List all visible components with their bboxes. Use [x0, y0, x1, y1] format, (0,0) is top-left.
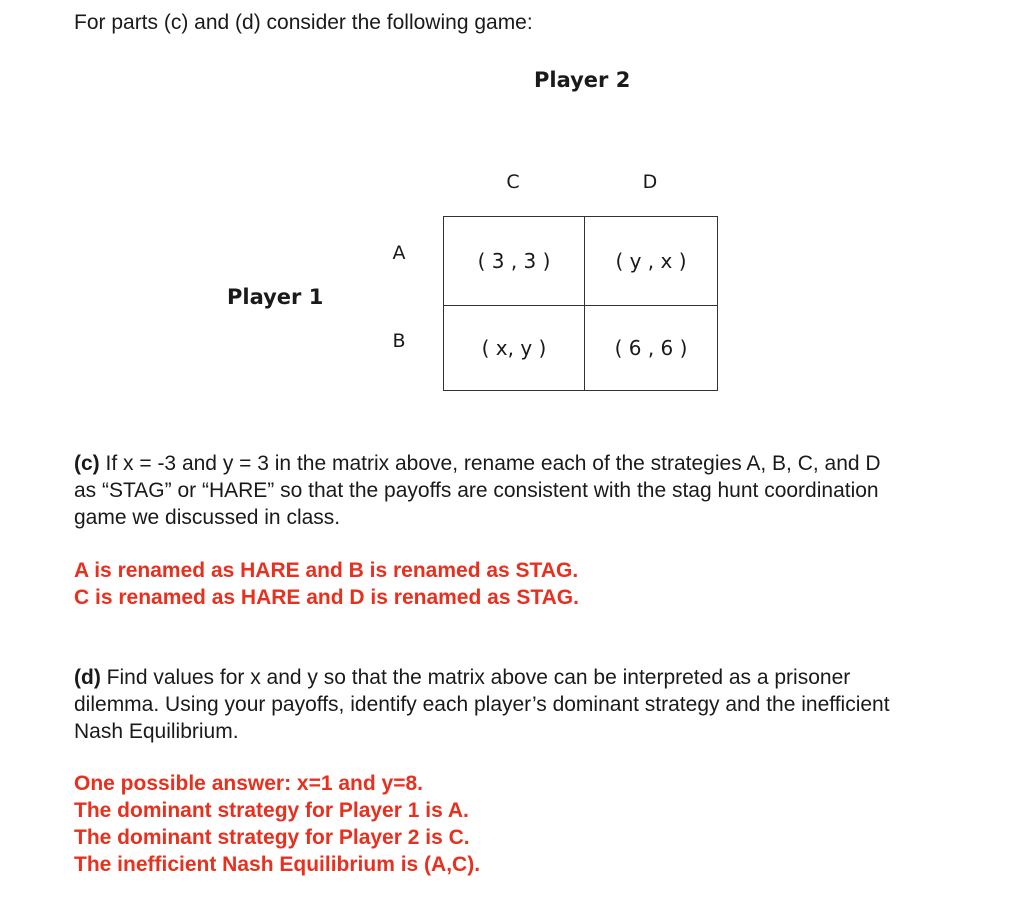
part-c-tag: (c) — [74, 452, 100, 475]
part-c-line-1-text: If x = -3 and y = 3 in the matrix above, rename each of the strategies A, B, C, and D — [99, 452, 881, 475]
column-strategy-c: C — [506, 171, 520, 193]
player-2-label: Player 2 — [534, 68, 631, 92]
part-d-question — [74, 664, 890, 745]
part-d-answer — [74, 770, 480, 878]
part-c-line-2: as “STAG” or “HARE” so that the payoffs are consistent with the stag hunt coordination — [74, 479, 879, 502]
row-strategy-a: A — [392, 242, 406, 264]
part-c-answer-line-2: C is renamed as HARE and D is renamed as STAG. — [74, 586, 579, 609]
part-d-answer-line-3: The dominant strategy for Player 2 is C. — [74, 826, 470, 849]
part-d-line-1 — [74, 664, 890, 691]
payoff-cell-a-d: ( y , x ) — [585, 217, 717, 306]
part-d-answer-line-4: The inefficient Nash Equilibrium is (A,C). — [74, 853, 481, 876]
payoff-matrix — [443, 216, 718, 391]
column-strategy-d: D — [642, 171, 658, 193]
payoff-cell-b-d: ( 6 , 6 ) — [614, 336, 688, 360]
row-strategy-b: B — [392, 330, 406, 352]
part-d-line-3: Nash Equilibrium. — [74, 720, 239, 743]
payoff-cell-a-c: ( 3 , 3 ) — [444, 217, 585, 306]
part-d-line-2: dilemma. Using your payoffs, identify each player’s dominant strategy and the inefficient — [74, 693, 890, 716]
part-d-answer-line-1: One possible answer: x=1 and y=8. — [74, 772, 423, 795]
part-d-answer-line-2: The dominant strategy for Player 1 is A. — [74, 799, 469, 822]
player-1-label: Player 1 — [227, 285, 324, 309]
part-c-question — [74, 450, 881, 531]
payoff-cell-b-c: ( x, y ) — [444, 306, 585, 390]
part-c-line-1 — [74, 450, 881, 477]
intro-text: For parts (c) and (d) consider the following game: — [74, 11, 533, 34]
part-c-answer — [74, 557, 579, 611]
part-c-answer-line-1: A is renamed as HARE and B is renamed as STAG. — [74, 559, 579, 582]
part-c-line-3: game we discussed in class. — [74, 506, 341, 529]
part-d-tag: (d) — [74, 666, 101, 689]
part-d-line-1-text: Find values for x and y so that the matrix above can be interpreted as a prisoner — [100, 666, 851, 689]
